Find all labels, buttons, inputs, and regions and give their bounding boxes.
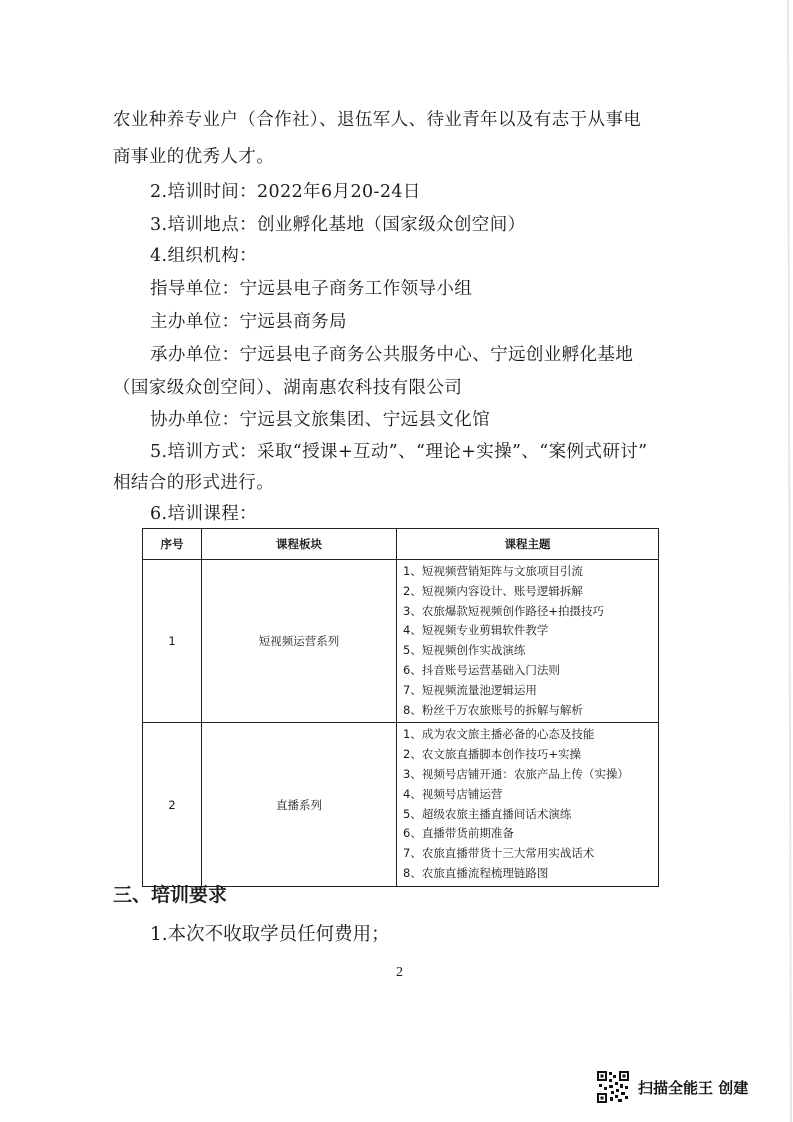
course-topic: 1、成为农文旅主播必备的心态及技能 xyxy=(403,727,595,742)
course-topic: 7、短视频流量池逻辑运用 xyxy=(403,682,537,697)
column-header-no: 序号 xyxy=(143,529,202,560)
table-row xyxy=(143,560,659,723)
course-topic: 3、农旅爆款短视频创作路径+拍摄技巧 xyxy=(403,603,604,618)
course-topics xyxy=(397,723,659,886)
course-topic: 6、直播带货前期准备 xyxy=(403,826,514,841)
course-topic: 8、农旅直播流程梳理链路图 xyxy=(403,865,549,880)
course-topics xyxy=(397,560,659,723)
course-topic: 4、短视频专业剪辑软件教学 xyxy=(403,623,549,638)
course-module: 直播系列 xyxy=(202,723,397,886)
table-header-row xyxy=(143,529,659,560)
course-topic: 2、农文旅直播脚本创作技巧+实操 xyxy=(403,747,581,762)
row-number: 1 xyxy=(143,560,202,723)
body-text-line: 农业种养专业户（合作社）、退伍军人、待业青年以及有志于从事电 xyxy=(113,110,642,130)
training-method-continued: 相结合的形式进行。 xyxy=(113,473,275,493)
course-topic: 4、视频号店铺运营 xyxy=(403,786,503,801)
guiding-unit: 指导单位：宁远县电子商务工作领导小组 xyxy=(150,279,473,299)
organizers-heading: 4.组织机构： xyxy=(150,246,257,266)
scanner-watermark xyxy=(596,1070,748,1104)
course-topic: 6、抖音账号运营基础入门法则 xyxy=(403,662,560,677)
course-topic: 2、短视频内容设计、账号逻辑拆解 xyxy=(403,583,583,598)
section-heading: 三、培训要求 xyxy=(113,884,228,906)
course-topic: 5、短视频创作实战演练 xyxy=(403,643,526,658)
row-number: 2 xyxy=(143,723,202,886)
organizing-unit: 承办单位：宁远县电子商务公共服务中心、宁远创业孵化基地 xyxy=(150,345,634,365)
course-topic: 5、超级农旅主播直播间话术演练 xyxy=(403,806,572,821)
column-header-module: 课程板块 xyxy=(202,529,397,560)
page-number: 2 xyxy=(396,965,403,980)
body-text-line: 商事业的优秀人才。 xyxy=(113,147,275,167)
course-topic: 7、农旅直播带货十三大常用实战话术 xyxy=(403,846,595,861)
co-organizing-unit: 协办单位：宁远县文旅集团、宁远县文化馆 xyxy=(150,410,491,430)
course-table xyxy=(142,528,659,887)
course-topic: 1、短视频营销矩阵与文旅项目引流 xyxy=(403,564,583,578)
course-topic: 8、粉丝千万农旅账号的拆解与解析 xyxy=(403,702,583,717)
scanner-app-label: 扫描全能王 创建 xyxy=(638,1078,749,1097)
training-courses-heading: 6.培训课程： xyxy=(150,504,257,524)
column-header-topics: 课程主题 xyxy=(397,529,659,560)
course-module: 短视频运营系列 xyxy=(202,560,397,723)
requirement-item: 1.本次不收取学员任何费用； xyxy=(150,924,390,945)
organizing-unit-continued: （国家级众创空间）、湖南惠农科技有限公司 xyxy=(113,378,463,398)
training-location: 3.培训地点：创业孵化基地（国家级众创空间） xyxy=(150,215,526,235)
host-unit: 主办单位：宁远县商务局 xyxy=(150,312,347,332)
course-topic: 3、视频号店铺开通：农旅产品上传（实操） xyxy=(403,766,629,781)
table-row xyxy=(143,723,659,886)
training-method: 5.培训方式：采取“授课+互动”、“理论+实操”、“案例式研讨” xyxy=(150,442,648,462)
qr-code-icon xyxy=(596,1070,630,1104)
training-time: 2.培训时间：2022年6月20-24日 xyxy=(150,182,421,202)
